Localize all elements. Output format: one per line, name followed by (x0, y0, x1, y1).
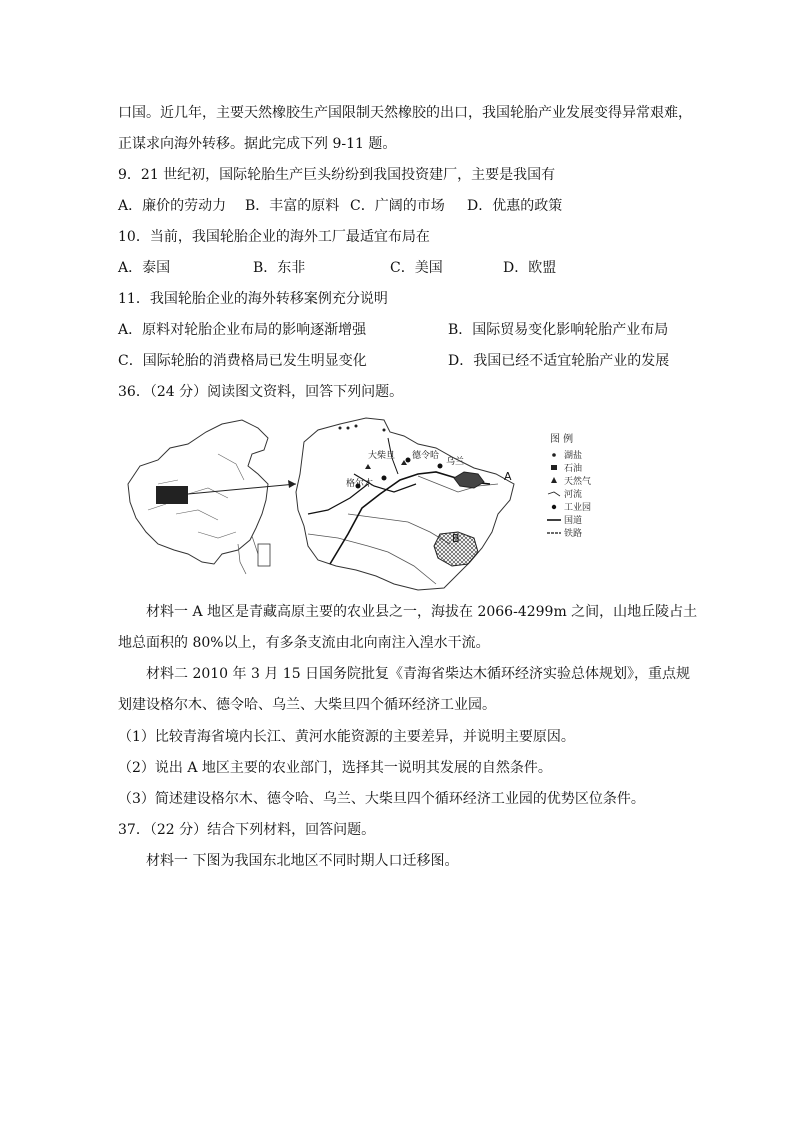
question-9-stem: 9．21 世纪初，国际轮胎生产巨头纷纷到我国投资建厂，主要是我国有 (118, 167, 556, 183)
map-legend (547, 432, 591, 539)
question-11-option-c: C．国际轮胎的消费格局已发生明显变化 (118, 353, 367, 369)
question-9-option-d: D．优惠的政策 (467, 198, 563, 214)
material-1-line-2: 地总面积的 80%以上，有多条支流由北向南注入湟水干流。 (118, 635, 490, 651)
legend-item-salt-lake: 湖盐 (564, 451, 583, 461)
place-label-dachaidan: 大柴旦 (368, 451, 396, 461)
legend-item-river: 河流 (564, 490, 583, 500)
question-11-option-a: A．原料对轮胎企业布局的影响逐渐增强 (118, 322, 367, 338)
intro-line-2: 正谋求向海外转移。据此完成下列 9-11 题。 (118, 136, 397, 152)
qinghai-highlight (156, 486, 188, 504)
material-2-line-1: 材料二 2010 年 3 月 15 日国务院批复《青海省柴达木循环经济实验总体规划》，重点规 (146, 666, 691, 682)
question-10-option-a: A．泰国 (118, 260, 171, 276)
legend-item-industrial-park: 工业园 (564, 503, 592, 513)
question-36-sub-1: （1）比较青海省境内长江、黄河水能资源的主要差异，并说明主要原因。 (118, 729, 575, 745)
legend-item-oil: 石油 (564, 464, 583, 474)
material-1-line-1: 材料一 A 地区是青藏高原主要的农业县之一，海拔在 2066-4299m 之间，山地丘陵占土 (146, 604, 698, 620)
question-10-stem: 10．当前，我国轮胎企业的海外工厂最适宜布局在 (118, 229, 430, 245)
place-label-a: A (504, 470, 512, 483)
legend-item-national-road: 国道 (564, 516, 583, 526)
question-11-option-b: B．国际贸易变化影响轮胎产业布局 (448, 322, 669, 338)
oil-gas-markers (365, 460, 407, 469)
question-11-option-d: D．我国已经不适宜轮胎产业的发展 (448, 353, 670, 369)
place-label-b: B (452, 532, 460, 545)
china-outline-map (128, 420, 268, 574)
legend-item-gas: 天然气 (564, 477, 592, 487)
qinghai-map-figure (118, 414, 628, 594)
question-9-option-b: B．丰富的原料 (245, 198, 340, 214)
qinghai-detail-map (296, 418, 514, 590)
question-37-material-1: 材料一 下图为我国东北地区不同时期人口迁移图。 (146, 853, 459, 869)
question-37-stem: 37．（22 分）结合下列材料，回答问题。 (118, 822, 376, 838)
legend-title: 图 例 (550, 434, 574, 445)
question-10-option-b: B．东非 (253, 260, 306, 276)
question-10-option-d: D．欧盟 (503, 260, 557, 276)
place-label-wulan: 乌兰 (446, 457, 465, 467)
legend-item-railway: 铁路 (564, 529, 583, 539)
question-9-option-a: A．廉价的劳动力 (118, 198, 227, 214)
question-10-option-c: C．美国 (390, 260, 443, 276)
question-9-option-c: C．广阔的市场 (350, 198, 445, 214)
place-label-delingha: 德令哈 (412, 451, 440, 461)
question-36-sub-2: （2）说出 A 地区主要的农业部门，选择其一说明其发展的自然条件。 (118, 760, 552, 776)
intro-line-1: 口国。近几年，主要天然橡胶生产国限制天然橡胶的出口，我国轮胎产业发展变得异常艰难， (118, 105, 692, 121)
material-2-line-2: 划建设格尔木、德令哈、乌兰、大柴旦四个循环经济工业园。 (118, 697, 496, 713)
place-label-geermu: 格尔木 (346, 479, 374, 489)
question-11-stem: 11．我国轮胎企业的海外转移案例充分说明 (118, 291, 388, 307)
salt-lake-markers (339, 425, 386, 432)
question-36-sub-3: （3）简述建设格尔木、德令哈、乌兰、大柴旦四个循环经济工业园的优势区位条件。 (118, 791, 645, 807)
question-36-stem: 36．（24 分）阅读图文资料，回答下列问题。 (118, 384, 404, 400)
